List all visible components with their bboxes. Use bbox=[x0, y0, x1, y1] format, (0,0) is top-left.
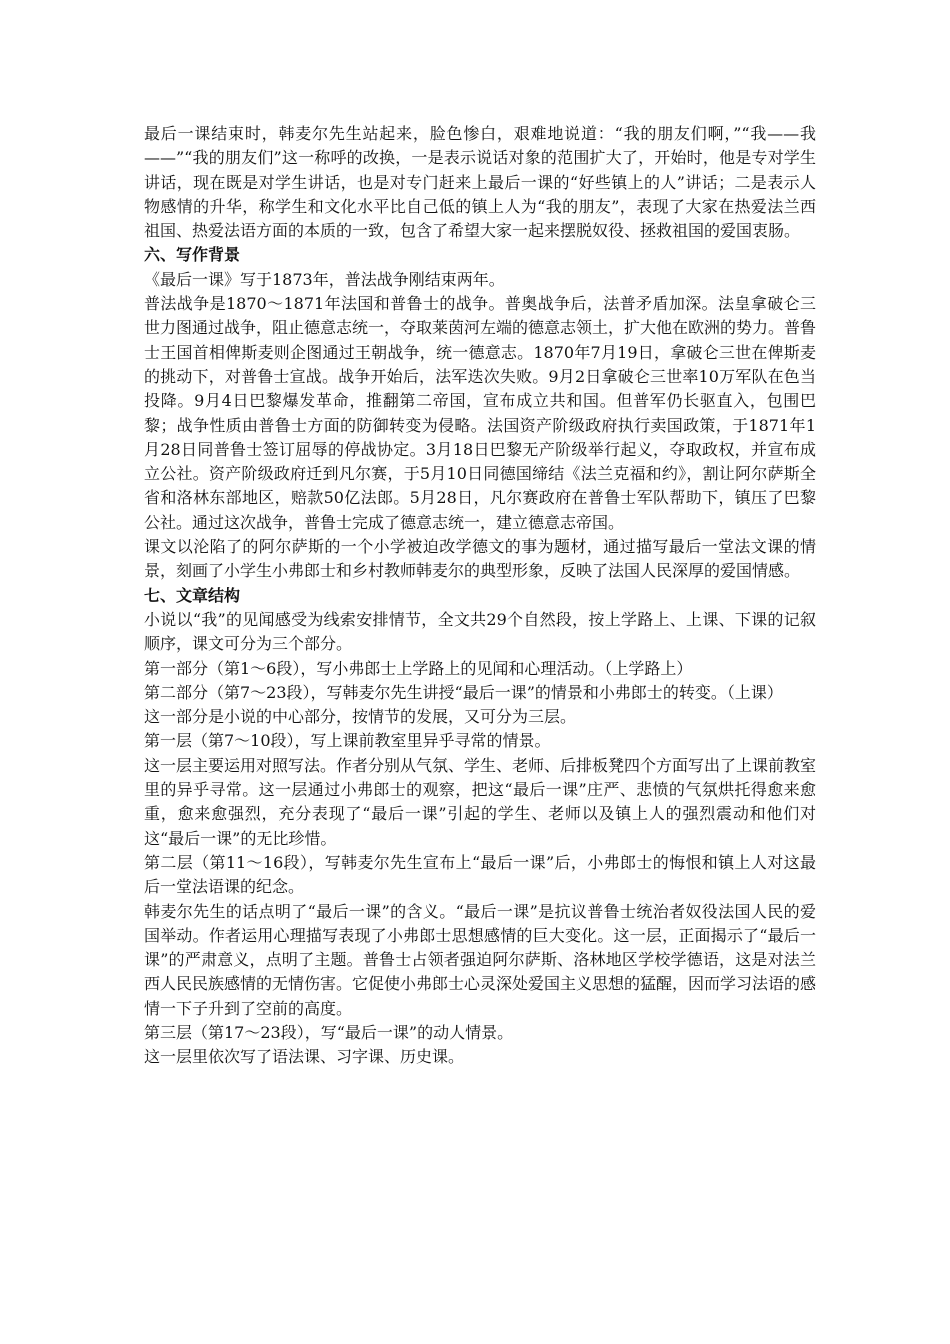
paragraph: 第一层（第7～10段），写上课前教室里异乎寻常的情景。 bbox=[144, 731, 551, 751]
paragraph: 《最后一课》写于1873年，普法战争刚结束两年。 bbox=[144, 269, 505, 289]
intro-paragraph: 最后一课结束时，韩麦尔先生站起来，脸色惨白，艰难地说道：“我的朋友们啊，”“我——我——”“我的朋友们”这一称呼的改换，一是表示说话对象的范围扩大了，开始时，他是专对学生讲话，现在既是对学生讲话，也是对专门赶来上最后一课的“好些镇上的人”讲话；二是表示人物感情的升华，称学生和文化水平比自己低的镇上人为“我的朋友”，表现了大家在热爱法兰西祖国、热爱法语方面的本质的一致，包含了希望大家一起来摆脱奴役、拯救祖国的爱国衷肠。 bbox=[144, 124, 816, 241]
paragraph: 这一层里依次写了语法课、习字课、历史课。 bbox=[144, 1047, 465, 1067]
paragraph: 课文以沦陷了的阿尔萨斯的一个小学被迫改学德文的事为题材，通过描写最后一堂法文课的情景，刻画了小学生小弗郎士和乡村教师韩麦尔的典型形象，反映了法国人民深厚的爱国情感。 bbox=[144, 537, 816, 581]
paragraph: 小说以“我”的见闻感受为线索安排情节，全文共29个自然段，按上学路上、上课、下课的记叙顺序，课文可分为三个部分。 bbox=[144, 609, 816, 654]
paragraph: 第二层（第11～16段），写韩麦尔先生宣布上“最后一课”后，小弗郎士的悔恨和镇上人对这最后一堂法语课的纪念。 bbox=[144, 852, 816, 897]
paragraph: 第一部分（第1～6段），写小弗郎士上学路上的见闻和心理活动。（上学路上） bbox=[144, 658, 693, 678]
paragraph: 这一层主要运用对照写法。作者分别从气氛、学生、老师、后排板凳四个方面写出了上课前教室里的异乎寻常。这一层通过小弗郎士的观察，把这“最后一课”庄严、悲愤的气氛烘托得愈来愈重，愈来愈强烈，充分表现了“最后一课”引起的学生、老师以及镇上人的强烈震动和他们对这“最后一课”的无比珍惜。 bbox=[144, 755, 817, 848]
paragraph: 这一部分是小说的中心部分，按情节的发展，又可分为三层。 bbox=[144, 707, 577, 727]
paragraph: 韩麦尔先生的话点明了“最后一课”的含义。“最后一课”是抗议普鲁士统治者奴役法国人民的爱国举动。作者运用心理描写表现了小弗郎士思想感情的巨大变化。这一层，正面揭示了“最后一课”的严肃意义，点明了主题。普鲁士占领者强迫阿尔萨斯、洛林地区学校学德语，这是对法兰西人民民族感情的无情伤害。它促使小弗郎士心灵深处爱国主义思想的猛醒，因而学习法语的感情一下子升到了空前的高度。 bbox=[144, 901, 817, 1018]
section-heading-writing-background: 六、写作背景 bbox=[144, 245, 241, 265]
paragraph: 普法战争是1870～1871年法国和普鲁士的战争。普奥战争后，法普矛盾加深。法皇拿破仑三世力图通过战争，阻止德意志统一，夺取莱茵河左端的德意志领土，扩大他在欧洲的势力。普鲁士王国首相俾斯麦则企图通过王朝战争，统一德意志。1870年7月19日，拿破仑三世在俾斯麦的挑动下，对普鲁士宣战。战争开始后，法军迭次失败。9月2日拿破仑三世率10万军队在色当投降。9月4日巴黎爆发革命，推翻第二帝国，宣布成立共和国。但普军仍长驱直入，包围巴黎；战争性质由普鲁士方面的防御转变为侵略。法国资产阶级政府执行卖国政策，于1871年1月28日同普鲁士签订屈辱的停战协定。3月18日巴黎无产阶级举行起义，夺取政权，并宣布成立公社。资产阶级政府迁到凡尔赛，于5月10日同德国缔结《法兰克福和约》，割让阿尔萨斯全省和洛林东部地区，赔款50亿法郎。5月28日，凡尔赛政府在普鲁士军队帮助下，镇压了巴黎公社。通过这次战争，普鲁士完成了德意志统一，建立德意志帝国。 bbox=[144, 294, 817, 532]
paragraph: 第三层（第17～23段），写“最后一课”的动人情景。 bbox=[144, 1022, 514, 1042]
paragraph: 第二部分（第7～23段），写韩麦尔先生讲授“最后一课”的情景和小弗郎士的转变。（上课） bbox=[144, 682, 783, 702]
section-heading-article-structure: 七、文章结构 bbox=[144, 585, 241, 605]
document-body bbox=[144, 122, 816, 1070]
